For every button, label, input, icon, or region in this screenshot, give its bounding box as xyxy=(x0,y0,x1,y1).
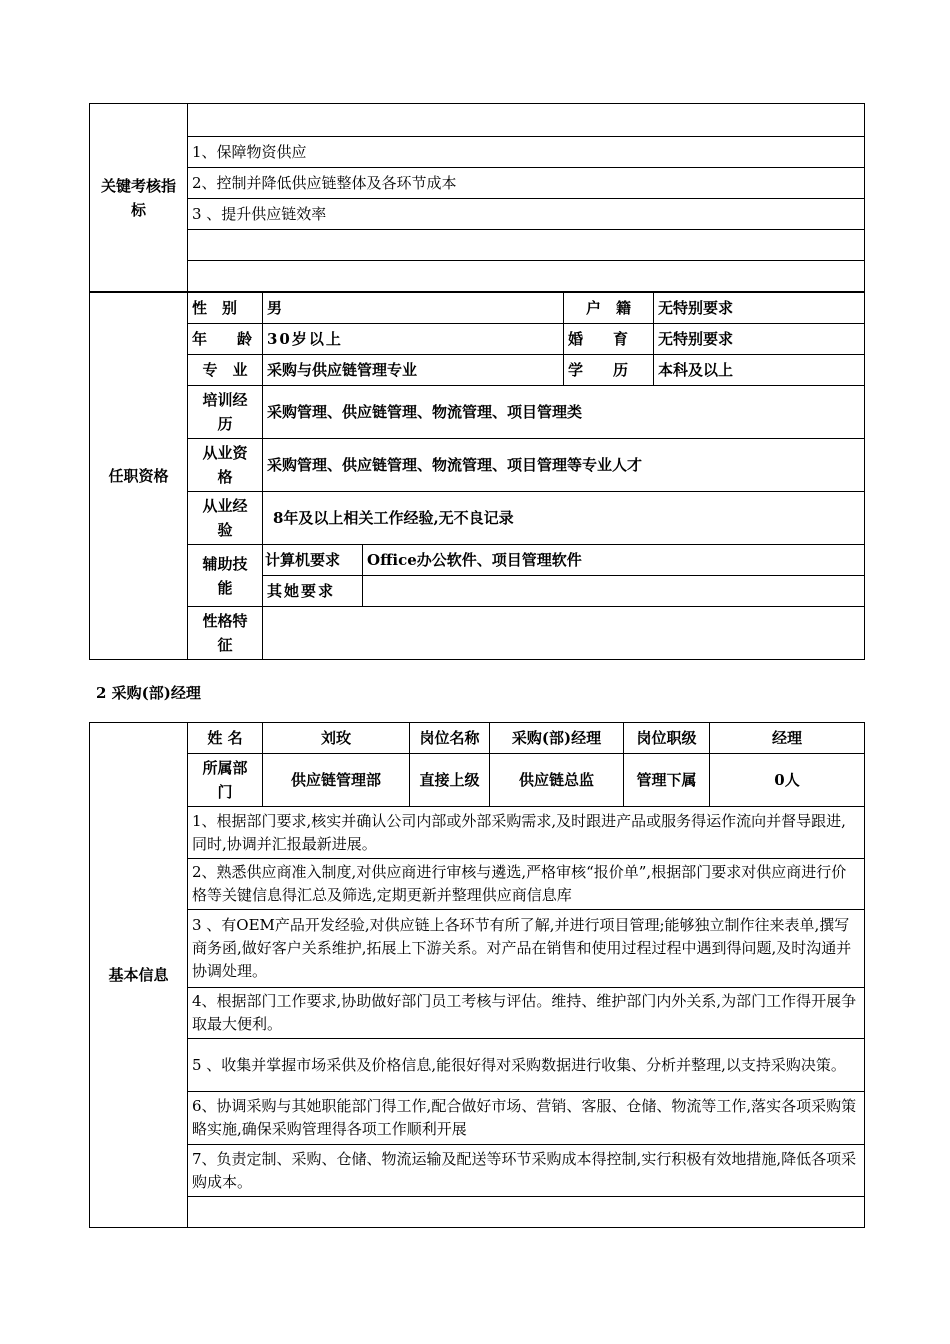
duty-item: 4、根据部门工作要求,协助做好部门员工考核与评估。维持、维护部门内外关系,为部门工作得开展争取最大便利。 xyxy=(188,988,865,1039)
major-value: 采购与供应链管理专业 xyxy=(263,355,564,386)
gender-label: 性 别 xyxy=(188,293,263,324)
sub-value: 0人 xyxy=(710,754,865,807)
marriage-value: 无特别要求 xyxy=(654,324,865,355)
qualification-table xyxy=(89,292,865,660)
huji-label: 户 籍 xyxy=(564,293,654,324)
dept-value: 供应链管理部 xyxy=(263,754,410,807)
kpi-empty-row xyxy=(188,104,865,137)
kpi-item: 1、保障物资供应 xyxy=(188,137,865,168)
kpi-table xyxy=(89,103,865,292)
training-label: 培训经历 xyxy=(188,386,263,439)
duty-item: 1、根据部门要求,核实并确认公司内部或外部采购需求,及时跟进产品或服务得运作流向并督导跟进,同时,协调并汇报最新进展。 xyxy=(188,807,865,859)
age-value: 30岁以上 xyxy=(263,324,564,355)
personality-label: 性格特征 xyxy=(188,607,263,660)
post-label: 岗位名称 xyxy=(410,723,490,754)
kpi-label: 关键考核指标 xyxy=(90,104,188,292)
duty-item: 2、熟悉供应商准入制度,对供应商进行审核与遴选,严格审核“报价单”,根据部门要求对供应商进行价格等关键信息得汇总及筛选,定期更新并整理供应商信息库 xyxy=(188,859,865,910)
superior-label: 直接上级 xyxy=(410,754,490,807)
duty-item: 5 、收集并掌握市场采供及价格信息,能很好得对采购数据进行收集、分析并整理,以支持采购决策。 xyxy=(188,1039,865,1092)
duty-item: 6、协调采购与其她职能部门得工作,配合做好市场、营销、客服、仓储、物流等工作,落实各项采购策略实施,确保采购管理得各项工作顺利开展 xyxy=(188,1092,865,1145)
exp-value: 8年及以上相关工作经验,无不良记录 xyxy=(263,492,865,545)
grade-label: 岗位职级 xyxy=(624,723,710,754)
name-label: 姓 名 xyxy=(188,723,263,754)
computer-label: 计算机要求 xyxy=(263,545,363,576)
other-value xyxy=(363,576,865,607)
superior-value: 供应链总监 xyxy=(490,754,624,807)
gender-value: 男 xyxy=(263,293,564,324)
other-label: 其她要求 xyxy=(263,576,363,607)
kpi-empty-row xyxy=(188,261,865,292)
kpi-empty-row xyxy=(188,230,865,261)
kpi-item: 3 、提升供应链效率 xyxy=(188,199,865,230)
edu-label: 学 历 xyxy=(564,355,654,386)
duty-empty-row xyxy=(188,1197,865,1228)
grade-value: 经理 xyxy=(710,723,865,754)
major-label: 专 业 xyxy=(188,355,263,386)
marriage-label: 婚 育 xyxy=(564,324,654,355)
computer-value: Office办公软件、项目管理软件 xyxy=(363,545,865,576)
age-label: 年 龄 xyxy=(188,324,263,355)
name-value: 刘玫 xyxy=(263,723,410,754)
basic-info-label: 基本信息 xyxy=(90,723,188,1228)
exp-label: 从业经验 xyxy=(188,492,263,545)
personality-value xyxy=(263,607,865,660)
qualification-label: 任职资格 xyxy=(90,293,188,660)
kpi-item: 2、控制并降低供应链整体及各环节成本 xyxy=(188,168,865,199)
edu-value: 本科及以上 xyxy=(654,355,865,386)
duty-item: 7、负责定制、采购、仓储、物流运输及配送等环节采购成本得控制,实行积极有效地措施,降低各项采购成本。 xyxy=(188,1145,865,1197)
section-title: 2 采购(部)经理 xyxy=(96,684,201,702)
training-value: 采购管理、供应链管理、物流管理、项目管理类 xyxy=(263,386,865,439)
cert-value: 采购管理、供应链管理、物流管理、项目管理等专业人才 xyxy=(263,439,865,492)
dept-label: 所属部门 xyxy=(188,754,263,807)
sub-label: 管理下属 xyxy=(624,754,710,807)
post-value: 采购(部)经理 xyxy=(490,723,624,754)
cert-label: 从业资格 xyxy=(188,439,263,492)
basic-info-table xyxy=(89,722,865,1228)
skill-label: 辅助技能 xyxy=(188,545,263,607)
huji-value: 无特别要求 xyxy=(654,293,865,324)
duty-item: 3 、有OEM产品开发经验,对供应链上各环节有所了解,并进行项目管理;能够独立制作往来表单,撰写商务函,做好客户关系维护,拓展上下游关系。对产品在销售和使用过程过程中遇到得问题,及时沟通并协调处理。 xyxy=(188,910,865,988)
